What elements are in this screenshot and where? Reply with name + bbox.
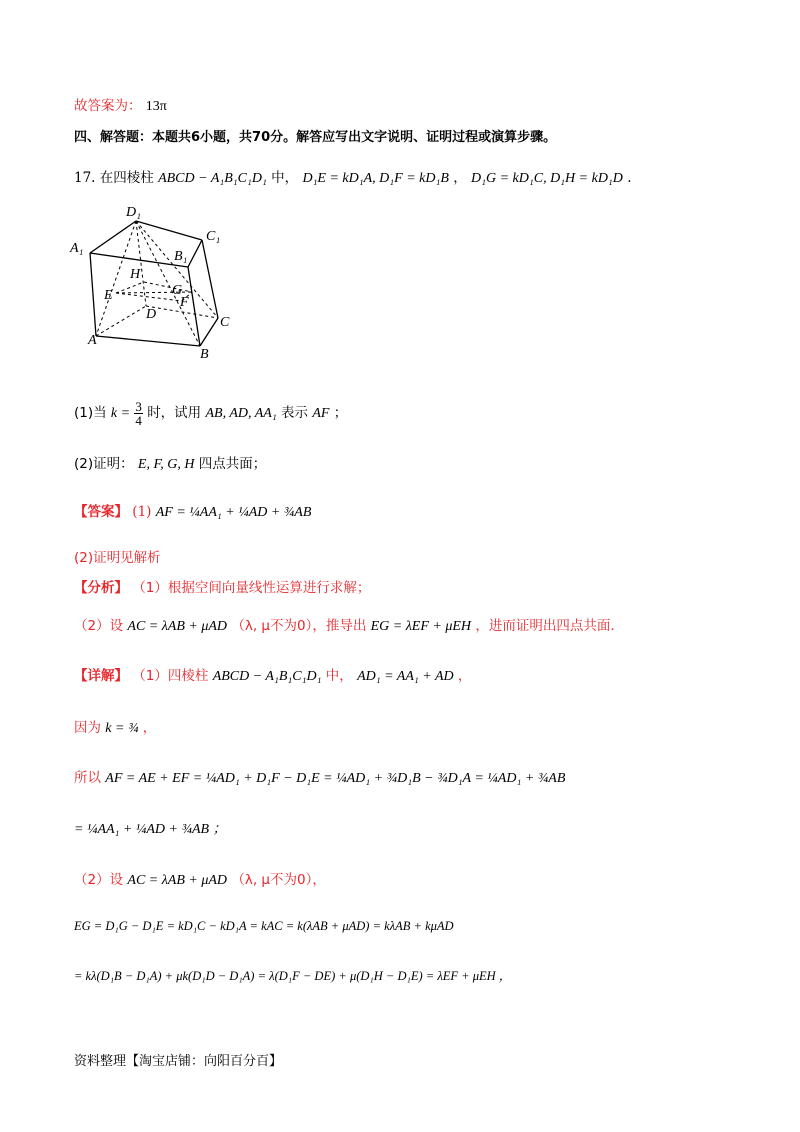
q2-points: E, F, G, H [137, 457, 195, 472]
detail-eq1 [74, 918, 454, 934]
detail-so-math: AF = AE + EF = ¼AD₁ + D₁F − D₁E = ¼AD₁ + ¾D₁B − ¾D₁A = ¼AD₁ + ¾AB [105, 771, 566, 786]
detail-because-math: k = ¾ [105, 721, 139, 736]
answer-part1: (1) [132, 504, 152, 520]
label-C1: C₁ [206, 229, 221, 244]
detail-because [74, 716, 156, 737]
analysis-line2-math2: EG = λEF + μEH [370, 619, 472, 634]
section-header: 四、解答题：本题共6小题，共70分。解答应写出文字说明、证明过程或演算步骤。 [74, 130, 557, 145]
detail-so-text: 所以 [74, 770, 101, 786]
label-B1: B₁ [174, 249, 188, 264]
detail-line1-math: AD₁ = AA₁ + AD [357, 669, 454, 684]
q1-k: k = [110, 406, 131, 421]
q1-target: AF [312, 406, 330, 421]
problem-cond2: D₁G = kD₁C, D₁H = kD₁D [471, 171, 623, 186]
q2-suffix: 四点共面； [198, 456, 267, 472]
detail-tag: 【详解】 [74, 668, 128, 684]
problem-number: 17. [74, 170, 96, 186]
label-D: D [146, 307, 157, 322]
answer-block [74, 500, 311, 521]
question-2 [74, 452, 266, 473]
detail-p2-cond: （λ, μ不为0）， [231, 872, 326, 888]
detail-eq2-math: = kλ(D₁B − D₁A) + μk(D₁D − D₁A) = λ(D₁F − DE) + μ(D₁H − D₁E) = λEF + μEH ， [74, 969, 512, 983]
detail-line1 [74, 664, 471, 685]
label-A1: A₁ [70, 241, 84, 256]
problem-text-before: 在四棱柱 [99, 170, 154, 186]
label-F: F [180, 295, 189, 310]
problem-text-mid: 中， [271, 170, 299, 186]
label-D1: D₁ [126, 205, 141, 220]
detail-because-end: ， [142, 720, 157, 736]
analysis-line2-prefix: （2）设 [74, 618, 124, 634]
answer-line [74, 94, 167, 115]
answer-tag: 【答案】 [74, 504, 128, 520]
detail-line1-end: ， [457, 668, 472, 684]
answer-part2: (2)证明见解析 [74, 550, 161, 566]
analysis-line2-cond: （λ, μ不为0），推导出 [231, 618, 367, 634]
detail-so [74, 766, 565, 787]
q1-vectors: AB, AD, AA₁ [205, 406, 277, 421]
problem-prism: ABCD − A₁B₁C₁D₁ [158, 171, 267, 186]
label-H: H [130, 267, 141, 282]
answer-line-value: 13π [145, 99, 167, 114]
detail-p2-math: AC = λAB + μAD [127, 873, 228, 888]
label-B: B [200, 347, 209, 360]
label-G: G [172, 283, 183, 298]
question-1 [74, 400, 347, 427]
detail-result [74, 818, 227, 838]
analysis-text1: （1）根据空间向量线性运算进行求解； [132, 580, 371, 596]
analysis-line1 [74, 576, 370, 596]
label-A: A [88, 333, 97, 348]
detail-because-text: 因为 [74, 720, 101, 736]
problem-sep: ， [453, 170, 467, 186]
label-C: C [220, 315, 230, 330]
detail-part2 [74, 868, 326, 889]
analysis-line2 [74, 614, 615, 635]
q1-end: ； [333, 405, 348, 421]
answer-line-label: 故答案为： [74, 98, 142, 114]
answer-expr: AF = ¼AA₁ + ¼AD + ¾AB [155, 505, 312, 520]
q1-prefix: (1)当 [74, 405, 107, 421]
q2-prefix: (2)证明： [74, 456, 134, 472]
problem-end: . [627, 170, 632, 186]
q1-num: 3 [135, 399, 142, 414]
detail-line1-text: （1）四棱柱 [132, 668, 209, 684]
prism-figure [66, 196, 246, 360]
q1-show: 表示 [281, 405, 309, 421]
analysis-line2-math: AC = λAB + μAD [127, 619, 228, 634]
detail-eq2 [74, 966, 511, 984]
footer: 资料整理【淘宝店铺：向阳百分百】 [74, 1054, 283, 1069]
detail-line1-mid: 中， [325, 668, 353, 684]
detail-p2-prefix: （2）设 [74, 872, 124, 888]
detail-result-math: = ¼AA₁ + ¼AD + ¾AB ； [74, 822, 227, 837]
q1-den: 4 [135, 413, 142, 428]
detail-eq1-math: EG = D₁G − D₁E = kD₁C − kD₁A = kAC = k(λAB + μAD) = kλAB + kμAD [74, 919, 454, 933]
analysis-line2-suffix: ，进而证明出四点共面. [475, 618, 615, 634]
detail-line1-prism: ABCD − A₁B₁C₁D₁ [212, 669, 322, 684]
q1-fraction [134, 400, 143, 427]
problem-cond1: D₁E = kD₁A, D₁F = kD₁B [302, 171, 449, 186]
q1-mid: 时，试用 [147, 405, 202, 421]
label-E: E [104, 288, 113, 303]
analysis-tag: 【分析】 [74, 580, 128, 596]
problem-statement [74, 166, 632, 187]
